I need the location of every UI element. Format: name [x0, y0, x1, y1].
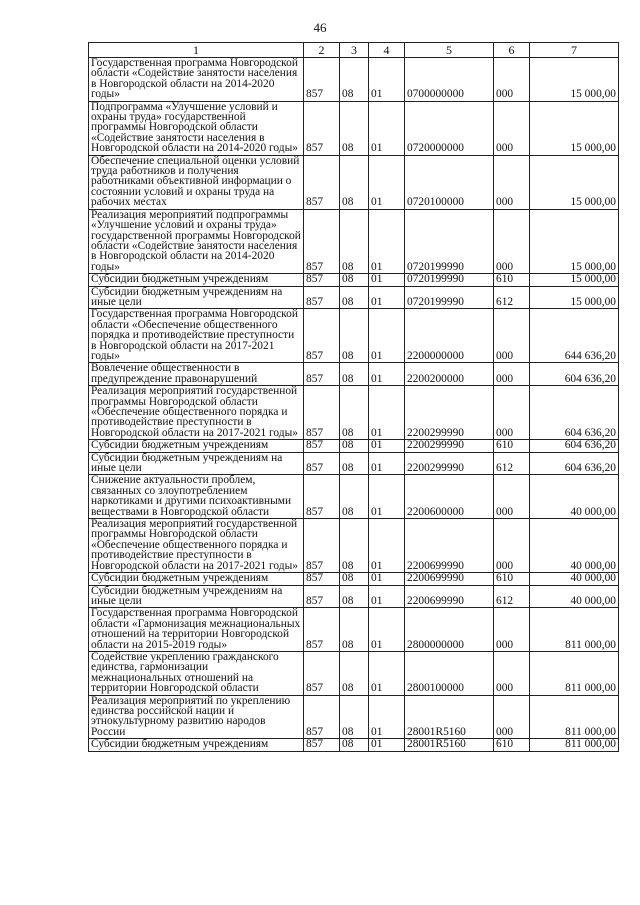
row-description: Субсидии бюджетным учреждениям: [89, 739, 304, 751]
table-row: [89, 695, 619, 739]
section-code: 08: [340, 519, 369, 573]
column-header: 4: [369, 43, 405, 58]
target-article-code: 2200600000: [405, 475, 494, 519]
subsection-code: 01: [369, 440, 405, 452]
row-description: Реализация мероприятий государственной программы Новгородской области «Обеспечение общественного порядка и противодействие преступности в Новгородской области на 2017-2021 годы»: [89, 519, 304, 573]
section-code: 08: [340, 440, 369, 452]
admin-code: 857: [304, 101, 340, 155]
table-row: [89, 101, 619, 155]
target-article-code: 28001R5160: [405, 695, 494, 739]
section-code: 08: [340, 309, 369, 363]
amount: 40 000,00: [530, 475, 619, 519]
amount: 15 000,00: [530, 274, 619, 286]
column-header: 2: [304, 43, 340, 58]
section-code: 08: [340, 475, 369, 519]
amount: 644 636,20: [530, 309, 619, 363]
expense-type-code: 000: [494, 155, 530, 209]
target-article-code: 0720199990: [405, 286, 494, 309]
row-description: Государственная программа Новгородской области «Содействие занятости населения в Новгородской области на 2014-2020 годы»: [89, 58, 304, 102]
row-description: Реализация мероприятий подпрограммы «Улучшение условий и охраны труда» государственной программы Новгородской области «Содействие занятости населения в Новгородской области на 2014-2020 годы»: [89, 209, 304, 273]
target-article-code: 2200000000: [405, 309, 494, 363]
table-row: [89, 209, 619, 273]
table-row: [89, 608, 619, 652]
amount: 15 000,00: [530, 286, 619, 309]
admin-code: 857: [304, 452, 340, 475]
column-header: 6: [494, 43, 530, 58]
subsection-code: 01: [369, 608, 405, 652]
admin-code: 857: [304, 209, 340, 273]
section-code: 08: [340, 58, 369, 102]
admin-code: 857: [304, 585, 340, 608]
amount: 811 000,00: [530, 695, 619, 739]
subsection-code: 01: [369, 585, 405, 608]
target-article-code: 0720000000: [405, 101, 494, 155]
subsection-code: 01: [369, 386, 405, 440]
section-code: 08: [340, 452, 369, 475]
admin-code: 857: [304, 309, 340, 363]
target-article-code: 0720100000: [405, 155, 494, 209]
subsection-code: 01: [369, 209, 405, 273]
row-description: Субсидии бюджетным учреждениям: [89, 440, 304, 452]
section-code: 08: [340, 585, 369, 608]
row-description: Обеспечение специальной оценки условий труда работников и получения работниками объективной информации о состоянии условий и охраны труда на рабочих местах: [89, 155, 304, 209]
section-code: 08: [340, 608, 369, 652]
admin-code: 857: [304, 386, 340, 440]
target-article-code: 0720199990: [405, 209, 494, 273]
target-article-code: 0720199990: [405, 274, 494, 286]
row-description: Субсидии бюджетным учреждениям на иные цели: [89, 452, 304, 475]
row-description: Субсидии бюджетным учреждениям на иные цели: [89, 286, 304, 309]
table-row: [89, 58, 619, 102]
amount: 15 000,00: [530, 58, 619, 102]
target-article-code: 2200699990: [405, 519, 494, 573]
table-row: [89, 363, 619, 386]
column-header: 5: [405, 43, 494, 58]
section-code: 08: [340, 286, 369, 309]
expense-type-code: 612: [494, 585, 530, 608]
amount: 40 000,00: [530, 519, 619, 573]
subsection-code: 01: [369, 695, 405, 739]
admin-code: 857: [304, 440, 340, 452]
expense-type-code: 000: [494, 695, 530, 739]
table-row: [89, 519, 619, 573]
target-article-code: 2200299990: [405, 440, 494, 452]
table-row: [89, 651, 619, 695]
section-code: 08: [340, 573, 369, 585]
amount: 604 636,20: [530, 363, 619, 386]
expense-type-code: 610: [494, 573, 530, 585]
subsection-code: 01: [369, 573, 405, 585]
amount: 40 000,00: [530, 585, 619, 608]
amount: 604 636,20: [530, 452, 619, 475]
section-code: 08: [340, 695, 369, 739]
column-number-row: [89, 43, 619, 58]
admin-code: 857: [304, 651, 340, 695]
expense-type-code: 000: [494, 386, 530, 440]
section-code: 08: [340, 363, 369, 386]
amount: 604 636,20: [530, 386, 619, 440]
subsection-code: 01: [369, 309, 405, 363]
table-row: [89, 452, 619, 475]
column-header: 7: [530, 43, 619, 58]
admin-code: 857: [304, 573, 340, 585]
column-header: 3: [340, 43, 369, 58]
row-description: Субсидии бюджетным учреждениям: [89, 274, 304, 286]
expense-type-code: 000: [494, 101, 530, 155]
section-code: 08: [340, 101, 369, 155]
admin-code: 857: [304, 274, 340, 286]
target-article-code: 2200699990: [405, 573, 494, 585]
subsection-code: 01: [369, 739, 405, 751]
subsection-code: 01: [369, 519, 405, 573]
column-header: 1: [89, 43, 304, 58]
page-number: 46: [313, 20, 327, 35]
table-row: [89, 573, 619, 585]
admin-code: 857: [304, 286, 340, 309]
table-row: [89, 739, 619, 751]
target-article-code: 2200200000: [405, 363, 494, 386]
expense-type-code: 000: [494, 58, 530, 102]
admin-code: 857: [304, 695, 340, 739]
section-code: 08: [340, 739, 369, 751]
expense-type-code: 610: [494, 440, 530, 452]
target-article-code: 2200299990: [405, 452, 494, 475]
row-description: Снижение актуальности проблем, связанных со злоупотреблением наркотиками и другими психоактивными веществами в Новгородской области: [89, 475, 304, 519]
section-code: 08: [340, 155, 369, 209]
section-code: 08: [340, 274, 369, 286]
expense-type-code: 000: [494, 651, 530, 695]
admin-code: 857: [304, 155, 340, 209]
target-article-code: 0700000000: [405, 58, 494, 102]
row-description: Субсидии бюджетным учреждениям на иные цели: [89, 585, 304, 608]
section-code: 08: [340, 651, 369, 695]
table-body: [89, 58, 619, 752]
expense-type-code: 000: [494, 309, 530, 363]
table-row: [89, 440, 619, 452]
table-row: [89, 286, 619, 309]
table-row: [89, 309, 619, 363]
subsection-code: 01: [369, 651, 405, 695]
row-description: Государственная программа Новгородской области «Обеспечение общественного порядка и противодействие преступности в Новгородской области на 2017-2021 годы»: [89, 309, 304, 363]
admin-code: 857: [304, 363, 340, 386]
amount: 15 000,00: [530, 101, 619, 155]
subsection-code: 01: [369, 286, 405, 309]
subsection-code: 01: [369, 475, 405, 519]
row-description: Государственная программа Новгородской области «Гармонизация межнациональных отношений на территории Новгородской области на 2015-2019 годы»: [89, 608, 304, 652]
expense-type-code: 610: [494, 739, 530, 751]
amount: 40 000,00: [530, 573, 619, 585]
target-article-code: 2200699990: [405, 585, 494, 608]
admin-code: 857: [304, 475, 340, 519]
row-description: Реализация мероприятий по укреплению единства российской нации и этнокультурному развитию народов России: [89, 695, 304, 739]
expense-type-code: 000: [494, 363, 530, 386]
table-row: [89, 155, 619, 209]
subsection-code: 01: [369, 155, 405, 209]
amount: 811 000,00: [530, 608, 619, 652]
row-description: Подпрограмма «Улучшение условий и охраны труда» государственной программы Новгородской области «Содействие занятости населения в Новгородской области на 2014-2020 годы»: [89, 101, 304, 155]
amount: 15 000,00: [530, 155, 619, 209]
expense-type-code: 000: [494, 519, 530, 573]
amount: 811 000,00: [530, 739, 619, 751]
amount: 811 000,00: [530, 651, 619, 695]
table-row: [89, 585, 619, 608]
subsection-code: 01: [369, 58, 405, 102]
admin-code: 857: [304, 519, 340, 573]
expense-type-code: 000: [494, 608, 530, 652]
admin-code: 857: [304, 58, 340, 102]
table-row: [89, 274, 619, 286]
subsection-code: 01: [369, 274, 405, 286]
target-article-code: 28001R5160: [405, 739, 494, 751]
expense-type-code: 000: [494, 209, 530, 273]
subsection-code: 01: [369, 101, 405, 155]
subsection-code: 01: [369, 452, 405, 475]
row-description: Реализация мероприятий государственной программы Новгородской области «Обеспечение общественного порядка и противодействие преступности в Новгородской области на 2017-2021 годы»: [89, 386, 304, 440]
budget-table: [88, 42, 619, 752]
admin-code: 857: [304, 739, 340, 751]
row-description: Вовлечение общественности в предупреждение правонарушений: [89, 363, 304, 386]
expense-type-code: 612: [494, 286, 530, 309]
section-code: 08: [340, 386, 369, 440]
expense-type-code: 610: [494, 274, 530, 286]
target-article-code: 2800000000: [405, 608, 494, 652]
admin-code: 857: [304, 608, 340, 652]
target-article-code: 2800100000: [405, 651, 494, 695]
table-row: [89, 475, 619, 519]
amount: 604 636,20: [530, 440, 619, 452]
target-article-code: 2200299990: [405, 386, 494, 440]
amount: 15 000,00: [530, 209, 619, 273]
row-description: Содействие укреплению гражданского единства, гармонизации межнациональных отношений на территории Новгородской области: [89, 651, 304, 695]
section-code: 08: [340, 209, 369, 273]
subsection-code: 01: [369, 363, 405, 386]
table-row: [89, 386, 619, 440]
row-description: Субсидии бюджетным учреждениям: [89, 573, 304, 585]
expense-type-code: 612: [494, 452, 530, 475]
expense-type-code: 000: [494, 475, 530, 519]
